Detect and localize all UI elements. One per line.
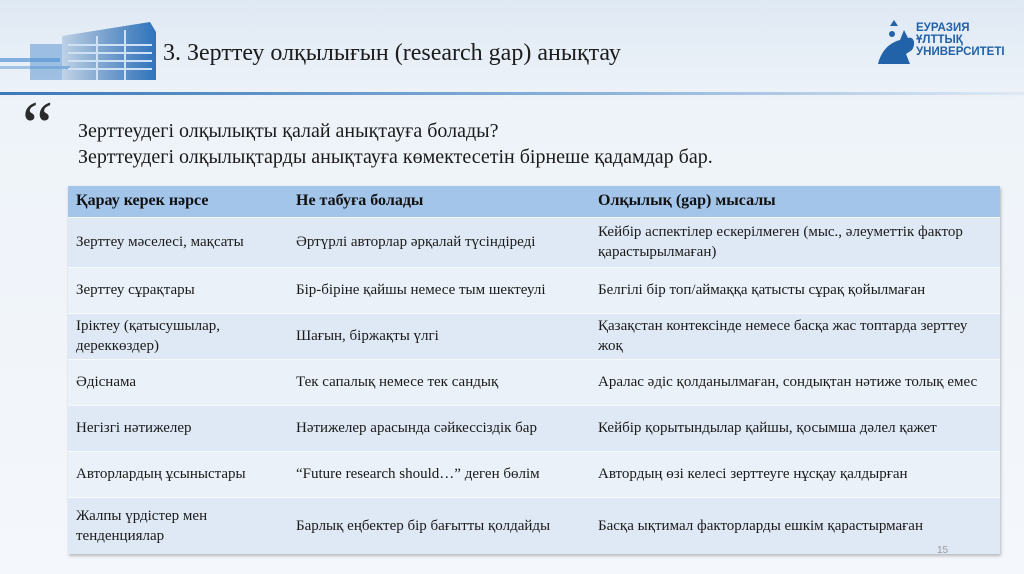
university-building-icon [0,14,160,84]
header-divider [0,92,1024,95]
column-header: Қарау керек нәрсе [68,186,288,217]
intro-question: Зерттеудегі олқылықты қалай анықтауға болады? [78,120,499,142]
table-row [68,405,1000,451]
university-logo-text: ЕУРАЗИЯ ҰЛТТЫҚ УНИВЕРСИТЕТІ [916,22,1005,58]
table-cell: Барлық еңбектер бір бағытты қолдайды [288,497,590,554]
slide-header [0,0,1024,95]
table-cell: Басқа ықтимал факторларды ешкім қарастырмаған [590,497,1000,554]
table-header-row [68,186,1000,217]
table-row [68,497,1000,554]
page-number: 15 [937,545,949,556]
table-cell: Авторлардың ұсыныстары [68,451,288,497]
table-cell: Тек сапалық немесе тек сандық [288,359,590,405]
table-cell: “Future research should…” деген бөлім [288,451,590,497]
table-cell: Қазақстан контексінде немесе басқа жас топтарда зерттеу жоқ [590,313,1000,359]
table-cell: Іріктеу (қатысушылар, дереккөздер) [68,313,288,359]
table-cell: Әдіснама [68,359,288,405]
quote-mark-icon: “ [22,88,54,165]
intro-text [78,118,713,170]
table-cell: Кейбір қорытындылар қайшы, қосымша дәлел қажет [590,405,1000,451]
table-row [68,359,1000,405]
table-cell: Нәтижелер арасында сәйкессіздік бар [288,405,590,451]
table-row [68,451,1000,497]
table-cell: Белгілі бір топ/аймаққа қатысты сұрақ қойылмаған [590,267,1000,313]
table-row [68,217,1000,267]
table-row [68,267,1000,313]
table-cell: Бір-біріне қайшы немесе тым шектеулі [288,267,590,313]
column-header: Не табуға болады [288,186,590,217]
table-cell: Әртүрлі авторлар әрқалай түсіндіреді [288,217,590,267]
table-cell: Шағын, біржақты үлгі [288,313,590,359]
table-cell: Негізгі нәтижелер [68,405,288,451]
table-cell: Кейбір аспектілер ескерілмеген (мыс., әлеуметтік фактор қарастырылмаған) [590,217,1000,267]
table-cell: Жалпы үрдістер мен тенденциялар [68,497,288,554]
table-cell: Автордың өзі келесі зерттеуге нұсқау қалдырған [590,451,1000,497]
table-cell: Зерттеу мәселесі, мақсаты [68,217,288,267]
intro-statement: Зерттеудегі олқылықтарды анықтауға көмектесетін бірнеше қадамдар бар. [78,146,713,168]
table-cell: Зерттеу сұрақтары [68,267,288,313]
column-header: Олқылық (gap) мысалы [590,186,1000,217]
table-row [68,313,1000,359]
gap-table [68,186,1000,554]
table-cell: Аралас әдіс қолданылмаған, сондықтан нәтиже толық емес [590,359,1000,405]
page-title: 3. Зерттеу олқылығын (research gap) анықтау [163,40,621,66]
